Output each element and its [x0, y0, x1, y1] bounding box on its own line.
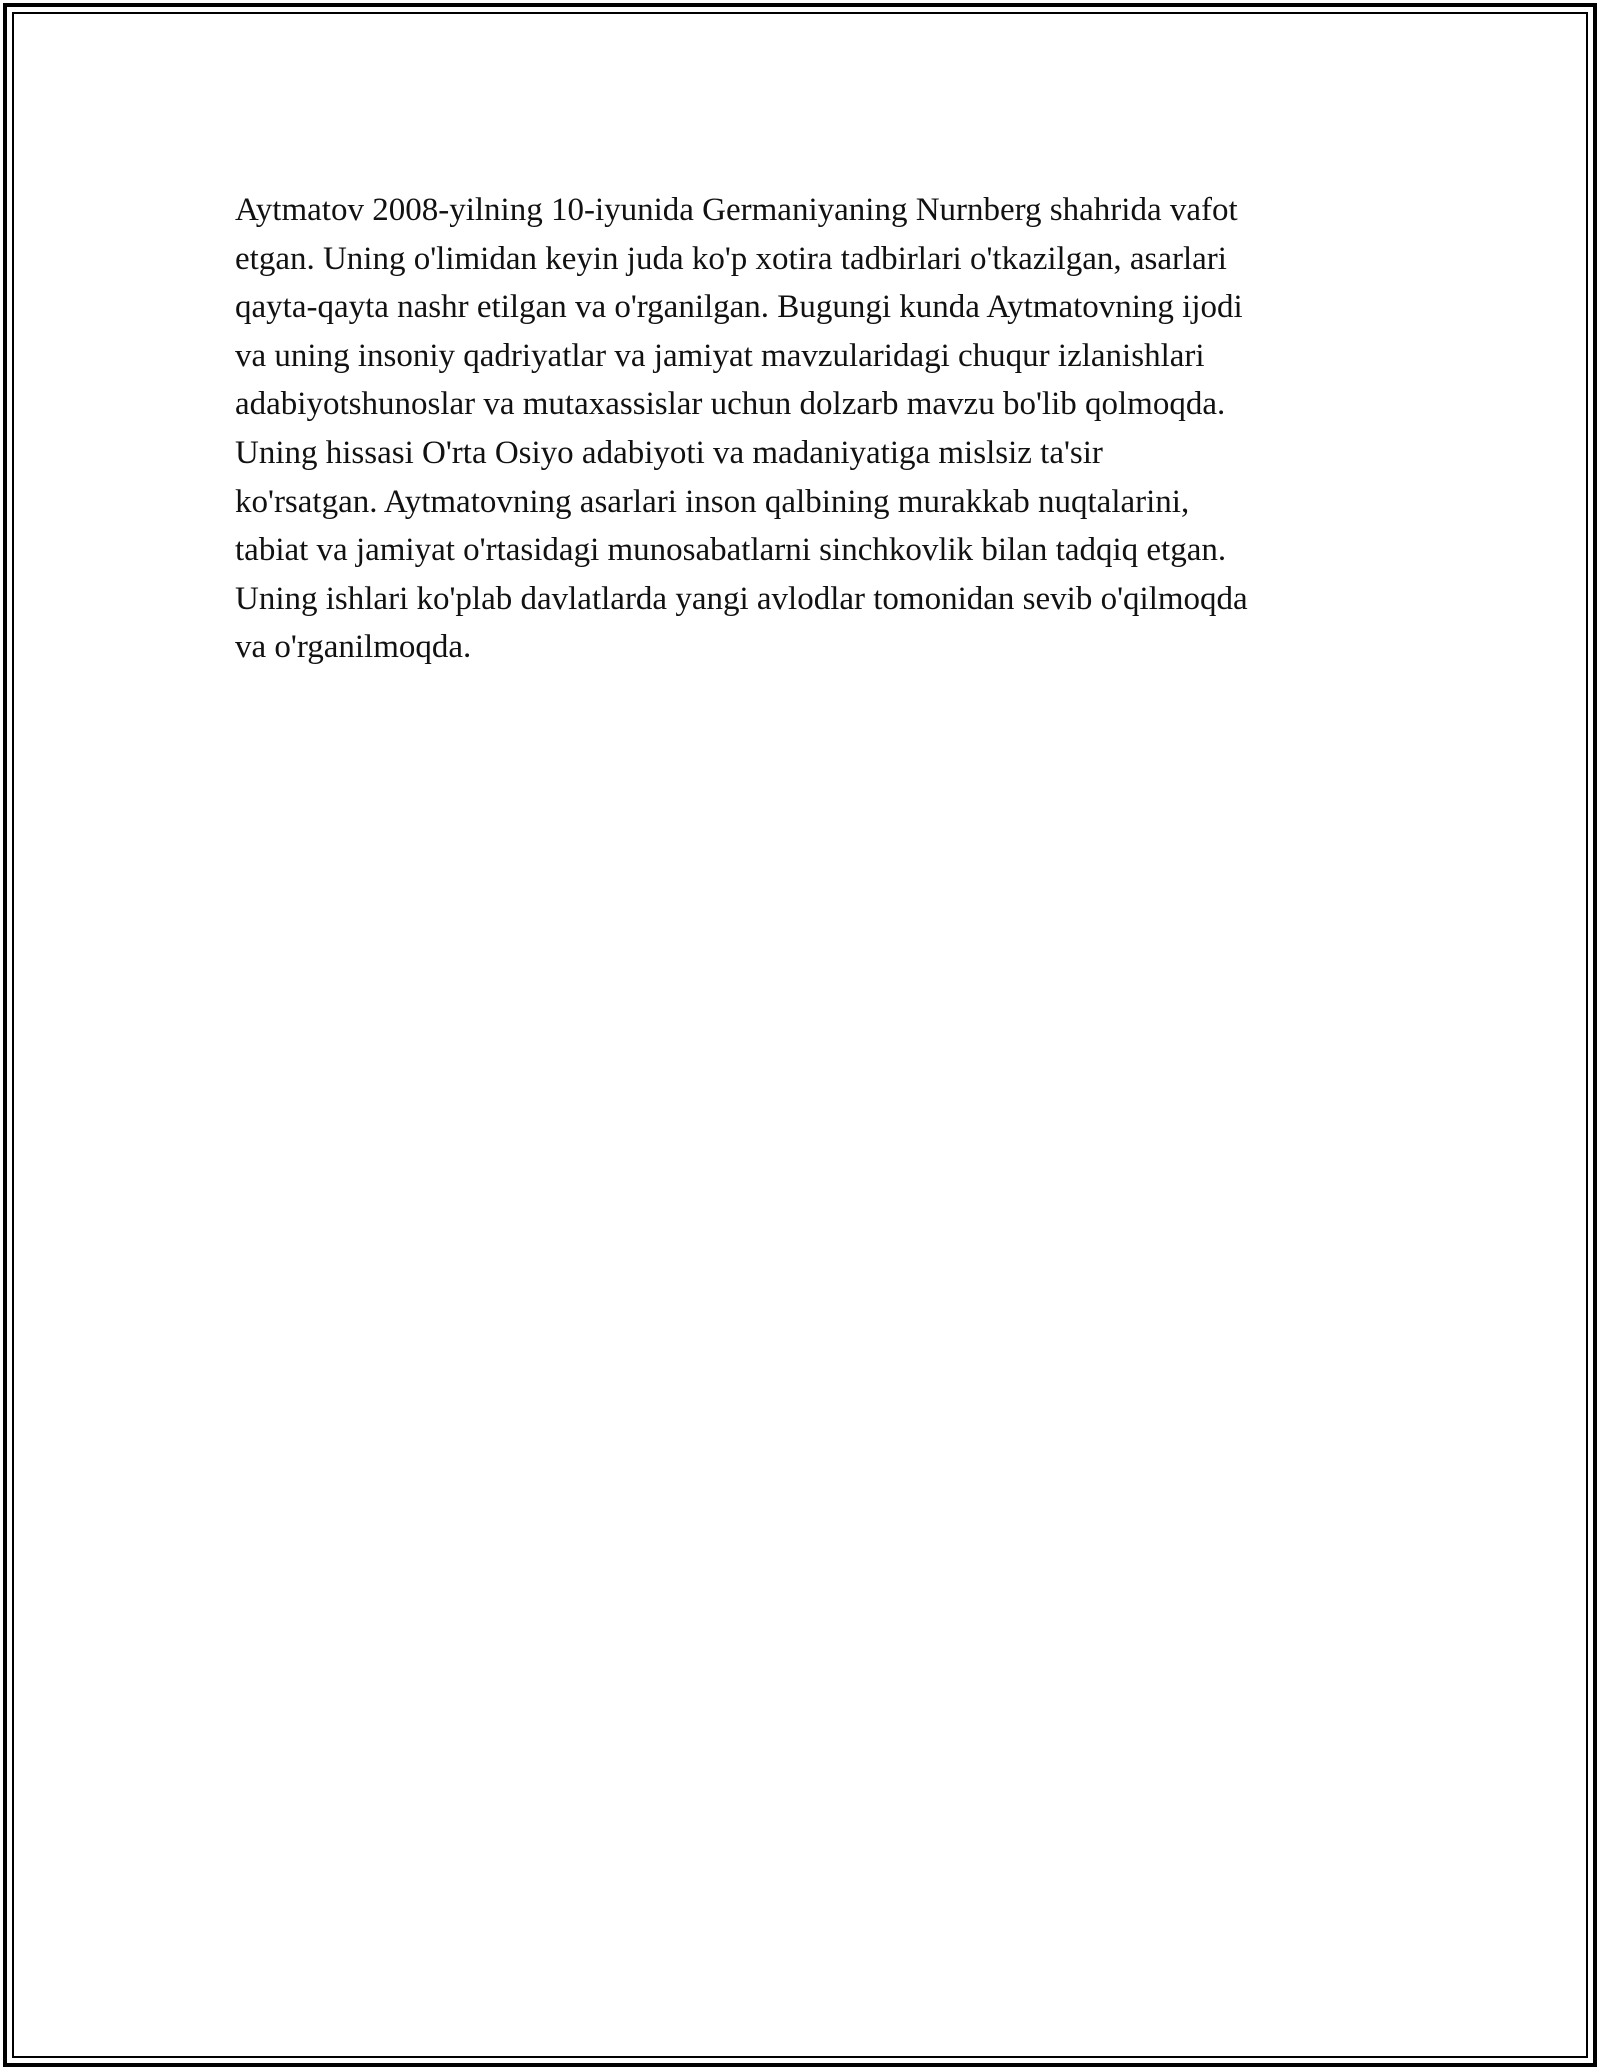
paragraph-line-7: ko'rsatgan. Aytmatovning asarlari inson qalbining murakkab nuqtalarini,: [235, 483, 1190, 520]
paragraph-line-2: etgan. Uning o'limidan keyin juda ko'p xotira tadbirlari o'tkazilgan, asarlari: [235, 240, 1227, 277]
paragraph-line-4: va uning insoniy qadriyatlar va jamiyat mavzularidagi chuqur izlanishlari: [235, 337, 1205, 374]
paragraph-line-1: Aytmatov 2008-yilning 10-iyunida Germaniyaning Nurnberg shahrida vafot: [235, 192, 1238, 228]
paragraph-line-8: tabiat va jamiyat o'rtasidagi munosabatlarni sinchkovlik bilan tadqiq etgan.: [235, 532, 1227, 569]
paragraph-line-10: va o'rganilmoqda.: [235, 629, 472, 666]
paragraph-line-5: adabiyotshunoslar va mutaxassislar uchun dolzarb mavzu bo'lib qolmoqda.: [235, 386, 1226, 423]
body-paragraph: [235, 186, 1375, 672]
paragraph-line-6: Uning hissasi O'rta Osiyo adabiyoti va madaniyatiga mislsiz ta'sir: [235, 434, 1103, 471]
paragraph-line-9: Uning ishlari ko'plab davlatlarda yangi avlodlar tomonidan sevib o'qilmoqda: [235, 580, 1248, 617]
paragraph-line-3: qayta-qayta nashr etilgan va o'rganilgan. Bugungi kunda Aytmatovning ijodi: [235, 289, 1243, 326]
